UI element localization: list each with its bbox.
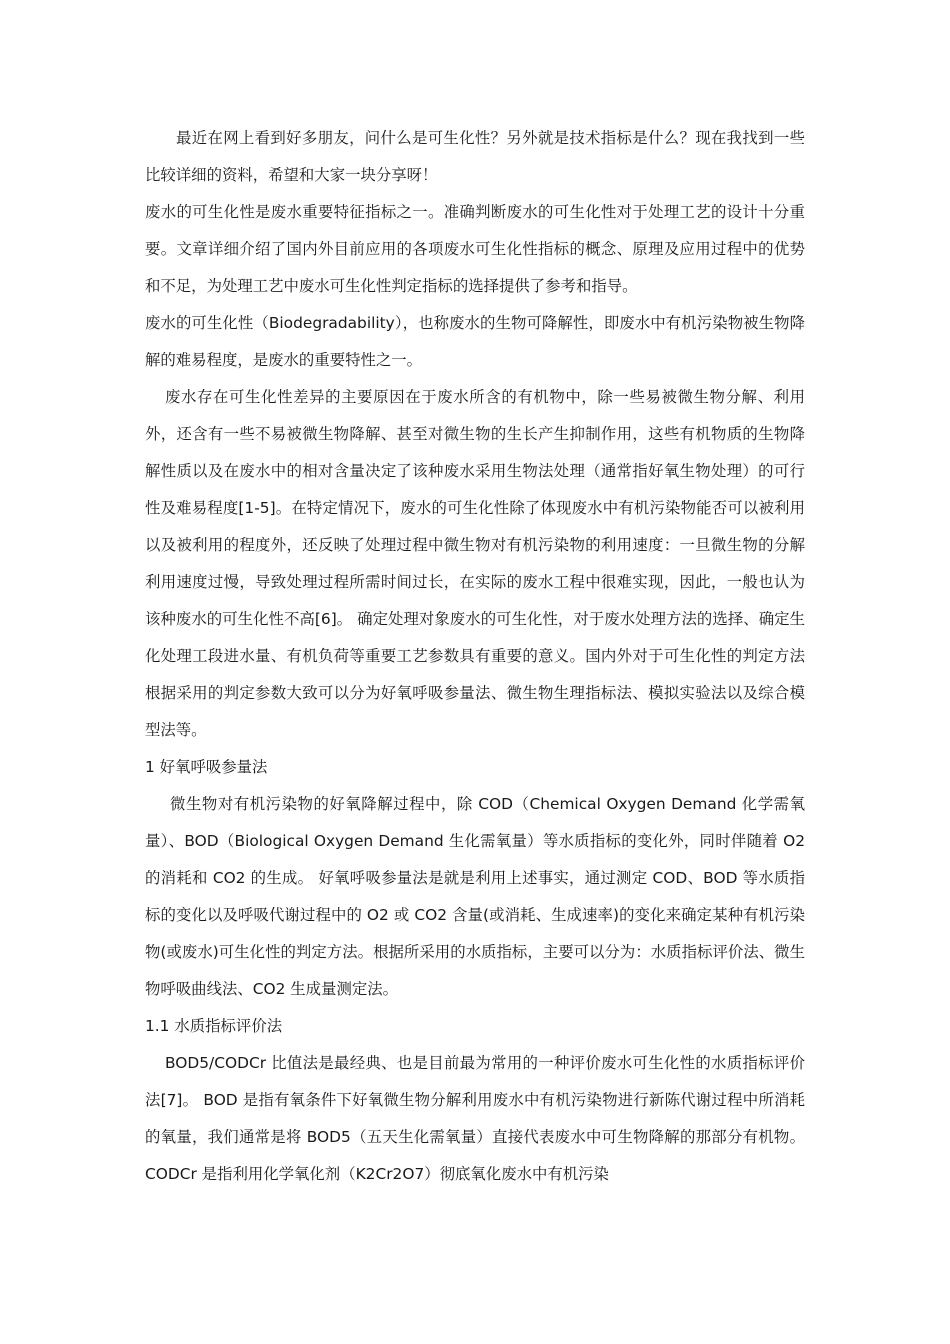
document-page — [145, 120, 805, 1193]
section-1-1-heading: 1.1 水质指标评价法 — [145, 1017, 283, 1035]
section-1-heading: 1 好氧呼吸参量法 — [145, 758, 268, 776]
intro-paragraph: 最近在网上看到好多朋友，问什么是可生化性？另外就是技术指标是什么？现在我找到一些比较详细的资料，希望和大家一块分享呀！ — [145, 129, 805, 184]
section-1-paragraph: 微生物对有机污染物的好氧降解过程中，除 COD（Chemical Oxygen Demand 化学需氧量）、BOD（Biological Oxygen Demand 生化需氧量）等水质指标的变化外，同时伴随着 O2 的消耗和 CO2 的生成。 好氧呼吸参量法是就是利用上述事实，通过测定 COD、BOD 等水质指标的变化以及呼吸代谢过程中的 O2 或 CO2 含量(或消耗、生成速率)的变化来确定某种有机污染物(或废水)可生化性的判定方法。根据所采用的水质指标，主要可以分为：水质指标评价法、微生物呼吸曲线法、CO2 生成量测定法。 — [145, 795, 805, 998]
section-1-1-paragraph: BOD5/CODCr 比值法是最经典、也是目前最为常用的一种评价废水可生化性的水质指标评价法[7]。 BOD 是指有氧条件下好氧微生物分解利用废水中有机污染物进行新陈代谢过程中所消耗的氧量，我们通常是将 BOD5（五天生化需氧量）直接代表废水中可生物降解的那部分有机物。CODCr 是指利用化学氧化剂（K2Cr2O7）彻底氧化废水中有机污染 — [145, 1054, 805, 1183]
reasons-paragraph: 废水存在可生化性差异的主要原因在于废水所含的有机物中，除一些易被微生物分解、利用外，还含有一些不易被微生物降解、甚至对微生物的生长产生抑制作用，这些有机物质的生物降解性质以及在废水中的相对含量决定了该种废水采用生物法处理（通常指好氧生物处理）的可行性及难易程度[1-5]。在特定情况下，废水的可生化性除了体现废水中有机污染物能否可以被利用以及被利用的程度外，还反映了处理过程中微生物对有机污染物的利用速度：一旦微生物的分解利用速度过慢，导致处理过程所需时间过长，在实际的废水工程中很难实现，因此，一般也认为该种废水的可生化性不高[6]。 确定处理对象废水的可生化性，对于废水处理方法的选择、确定生化处理工段进水量、有机负荷等重要工艺参数具有重要的意义。国内外对于可生化性的判定方法根据采用的判定参数大致可以分为好氧呼吸参量法、微生物生理指标法、模拟实验法以及综合模型法等。 — [145, 388, 805, 739]
definition-paragraph: 废水的可生化性（Biodegradability），也称废水的生物可降解性，即废水中有机污染物被生物降解的难易程度，是废水的重要特性之一。 — [145, 314, 805, 369]
abstract-paragraph: 废水的可生化性是废水重要特征指标之一。准确判断废水的可生化性对于处理工艺的设计十分重要。文章详细介绍了国内外目前应用的各项废水可生化性指标的概念、原理及应用过程中的优势和不足，为处理工艺中废水可生化性判定指标的选择提供了参考和指导。 — [145, 203, 805, 295]
